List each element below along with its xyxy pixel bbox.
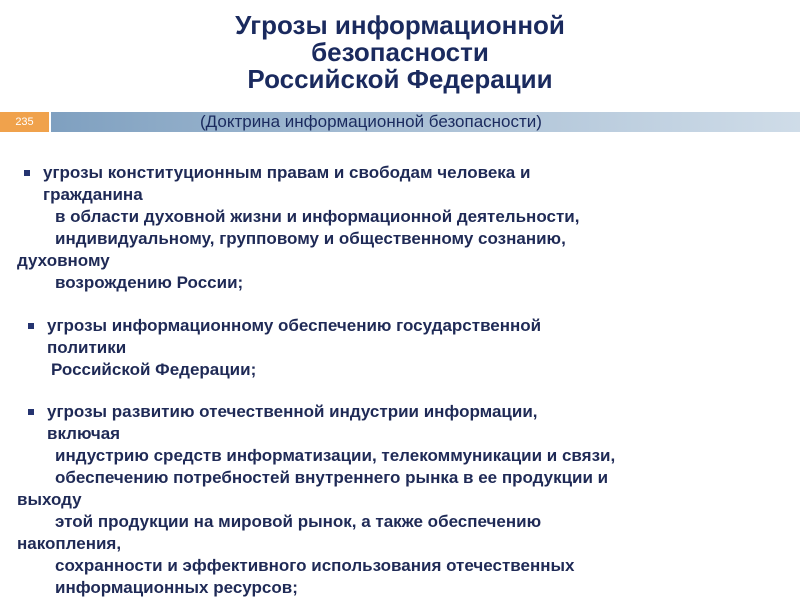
threat-3-line-2: включая	[47, 424, 121, 443]
threat-1-line-1: угрозы конституционным правам и свободам человека и	[43, 163, 531, 182]
threat-1-line-4: индивидуальному, групповому и общественному сознанию,	[55, 229, 566, 248]
threat-3-line-5: выходу	[17, 490, 82, 509]
bullet-icon	[28, 323, 34, 329]
threat-2-line-3: Российской Федерации;	[51, 360, 257, 379]
slide-number-bar	[0, 112, 49, 132]
title-line-2: безопасности	[311, 37, 489, 67]
threat-3-line-4: обеспечению потребностей внутреннего рынка в ее продукции и	[55, 468, 609, 487]
threat-1-line-2: гражданина	[43, 185, 143, 204]
bullet-icon	[24, 170, 30, 176]
threat-2-line-2: политики	[47, 338, 127, 357]
threat-3-line-1: угрозы развитию отечественной индустрии информации,	[47, 402, 538, 421]
threat-3-line-8: сохранности и эффективного использования отечественных	[55, 556, 575, 575]
threat-1-line-6: возрождению России;	[55, 273, 244, 292]
slide-number: 235	[15, 116, 34, 128]
title-line-1: Угрозы информационной	[235, 10, 565, 40]
subtitle: (Доктрина информационной безопасности)	[200, 112, 542, 131]
threat-3-line-9: информационных ресурсов;	[55, 578, 298, 597]
threat-2-line-1: угрозы информационному обеспечению государственной	[47, 316, 542, 335]
threat-1-line-3: в области духовной жизни и информационной деятельности,	[55, 207, 580, 226]
bullet-icon	[28, 409, 34, 415]
threat-1-line-5: духовному	[17, 251, 110, 270]
threat-3-line-3: индустрию средств информатизации, телекоммуникации и связи,	[55, 446, 616, 465]
threat-3-line-7: накопления,	[17, 534, 122, 553]
title-line-3: Российской Федерации	[247, 64, 553, 94]
threat-3-line-6: этой продукции на мировой рынок, а также обеспечению	[55, 512, 542, 531]
slide-title	[0, 12, 800, 93]
